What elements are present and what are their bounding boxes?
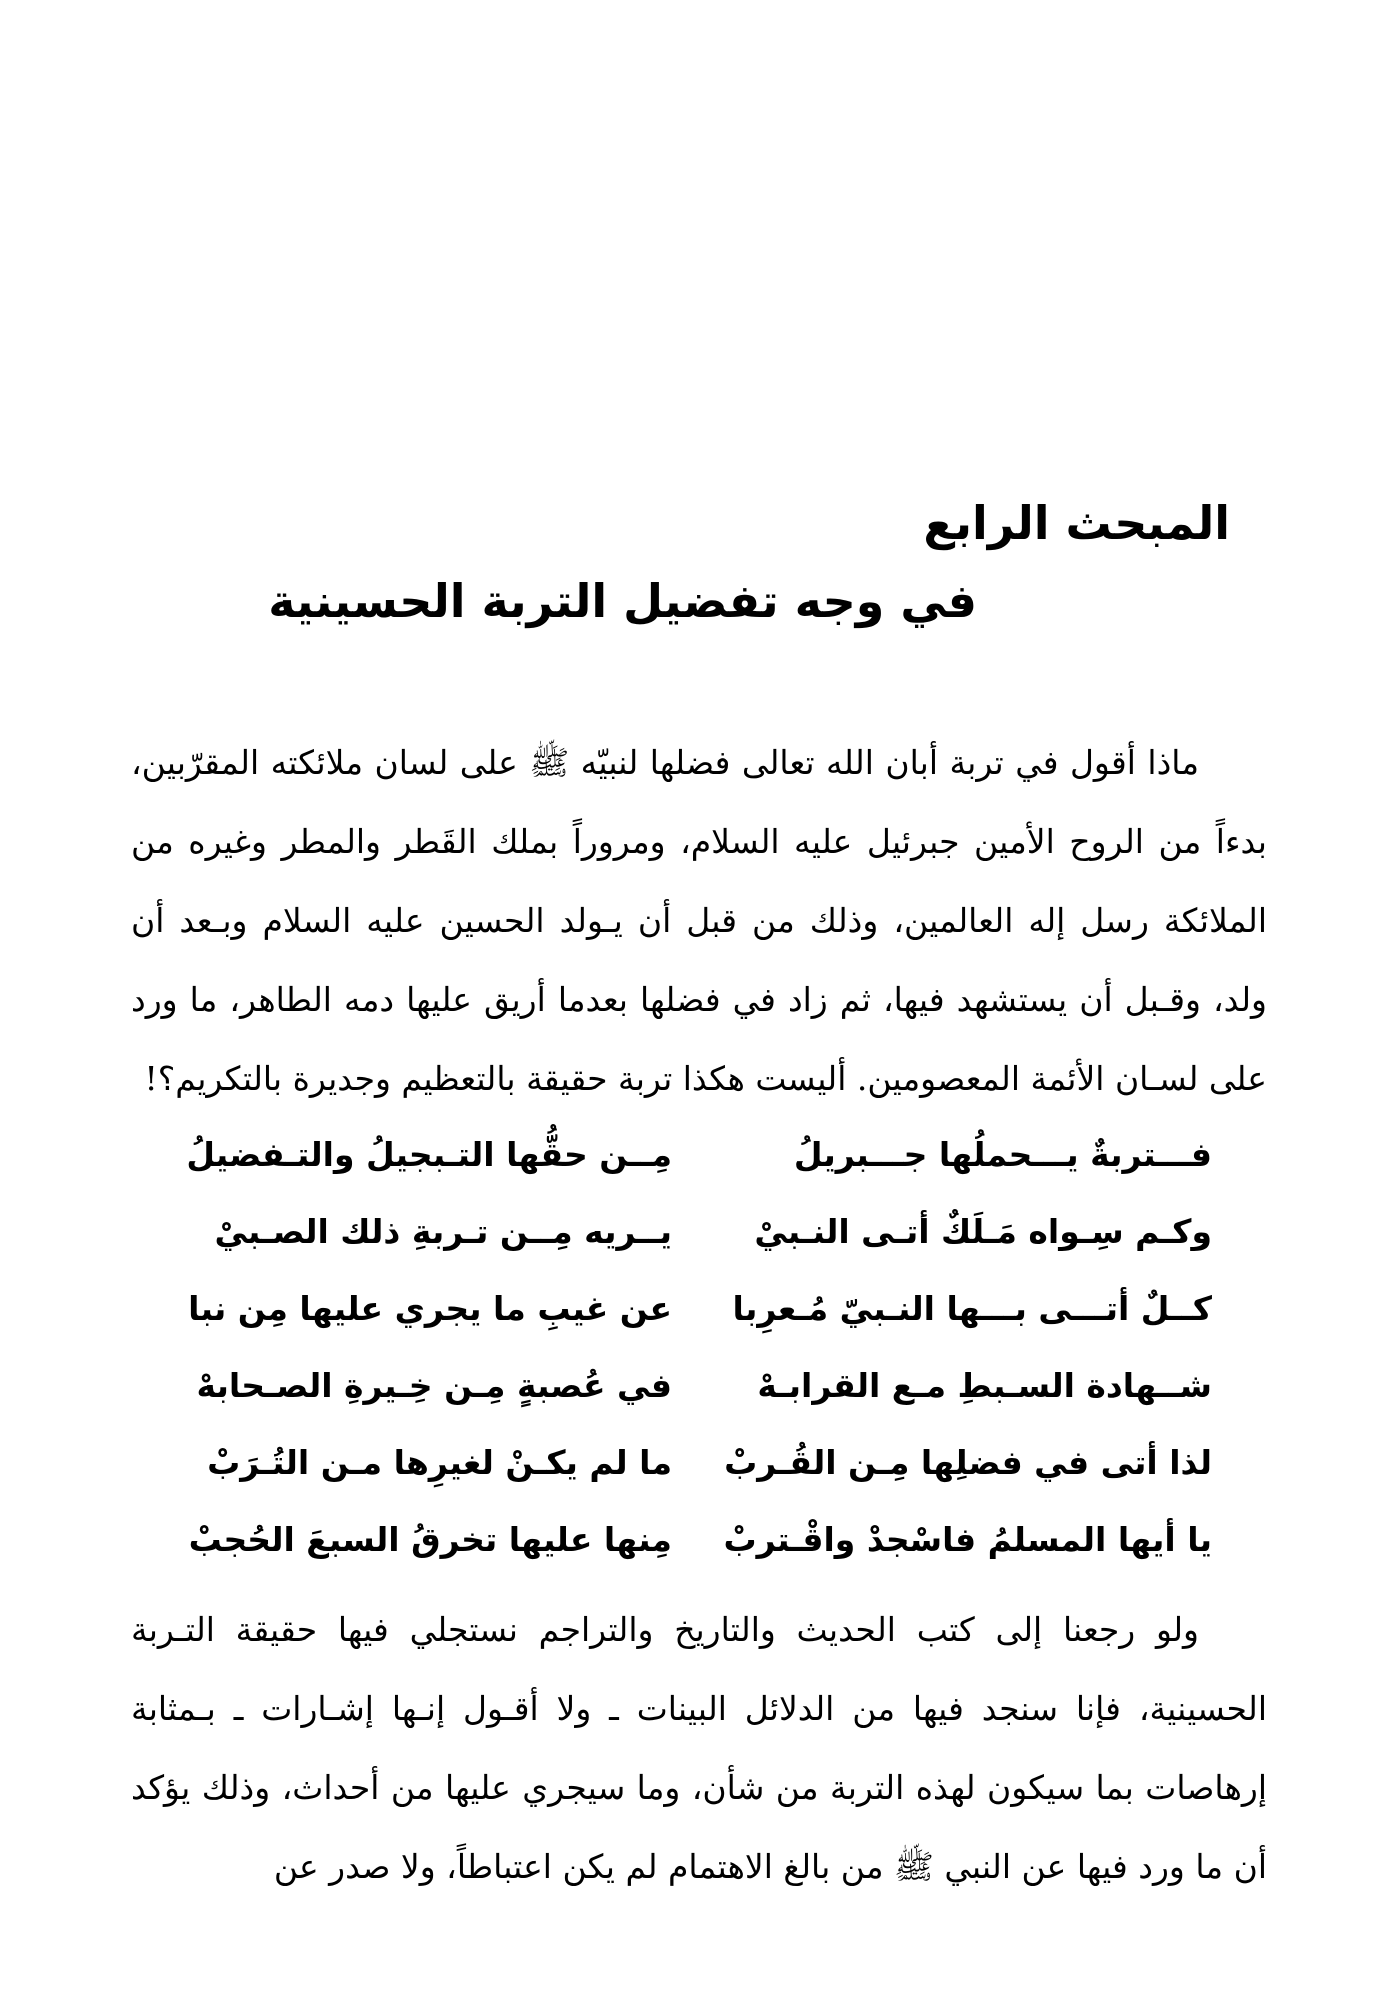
- verse-first-hemistich: وكـم سِـواه مَـلَكٌ أتـى النـبيْ: [754, 1212, 1212, 1251]
- verse-second-hemistich: يــريه مِــن تـربةِ ذلك الصـبيْ: [214, 1212, 672, 1251]
- poem: [172, 1116, 1212, 1578]
- section-title: المبحث الرابع: [923, 496, 1230, 550]
- verse-second-hemistich: ما لم يكـنْ لغيرِها مـن التُـرَبْ: [207, 1443, 672, 1482]
- verse-second-hemistich: مِنها عليها تخرقُ السبعَ الحُجبْ: [188, 1520, 672, 1559]
- paragraph-continuation: ولو رجعنا إلى كتب الحديث والتاريخ والتراجم نستجلي فيها حقيقة التـربة الحسينية، فإنا سنجد فيها من الدلائل البينات ـ ولا أقـول إنـها إشـارات ـ بـمثابة إرهاصات بما سيكون لهذه التربة من شأن، وما سيجري عليها من أحداث، وذلك يؤكد أن ما ورد فيها عن النبي ﷺ من بالغ الاهتمام لم يكن اعتباطاً، ولا صدر عن: [131, 1610, 1267, 1886]
- paragraph-intro: ماذا أقول في تربة أبان الله تعالى فضلها لنبيّه ﷺ على لسان ملائكته المقرّبين، بدءاً من الروح الأمين جبرئيل عليه السلام، ومروراً بملك القَطر والمطر وغيره من الملائكة رسل إله العالمين، وذلك من قبل أن يـولد الحسين عليه السلام وبـعد أن ولد، وقـبل أن يستشهد فيها، ثم زاد في فضلها بعدما أريق عليها دمه الطاهر، ما ورد على لسـان الأئمة المعصومين. أليست هكذا تربة حقيقة بالتعظيم وجديرة بالتكريم؟!: [131, 743, 1267, 1098]
- poem-verse: [172, 1347, 1212, 1424]
- verse-first-hemistich: شــهادة السـبطِ مـع القرابـهْ: [757, 1366, 1212, 1405]
- poem-verse: [172, 1116, 1212, 1193]
- verse-first-hemistich: لذا أتى في فضلِها مِـن القُـربْ: [724, 1443, 1212, 1482]
- verse-second-hemistich: عن غيبِ ما يجري عليها مِن نبا: [188, 1289, 672, 1328]
- poem-verse: [172, 1501, 1212, 1578]
- verse-first-hemistich: يا أيها المسلمُ فاسْجدْ واقْـتربْ: [723, 1520, 1212, 1559]
- poem-verse: [172, 1424, 1212, 1501]
- verse-second-hemistich: مِــن حقُّها التـبجيلُ والتـفضيلُ: [186, 1135, 672, 1174]
- verse-first-hemistich: كــلٌ أتـــى بـــها النـبيّ مُـعرِبا: [732, 1289, 1212, 1328]
- verse-first-hemistich: فـــتربةٌ يـــحملُها جـــبريلُ: [793, 1135, 1212, 1174]
- poem-verse: [172, 1193, 1212, 1270]
- section-subtitle: في وجه تفضيل التربة الحسينية: [268, 574, 977, 628]
- verse-second-hemistich: في عُصبةٍ مِـن خِـيرةِ الصـحابهْ: [196, 1366, 672, 1405]
- poem-verse: [172, 1270, 1212, 1347]
